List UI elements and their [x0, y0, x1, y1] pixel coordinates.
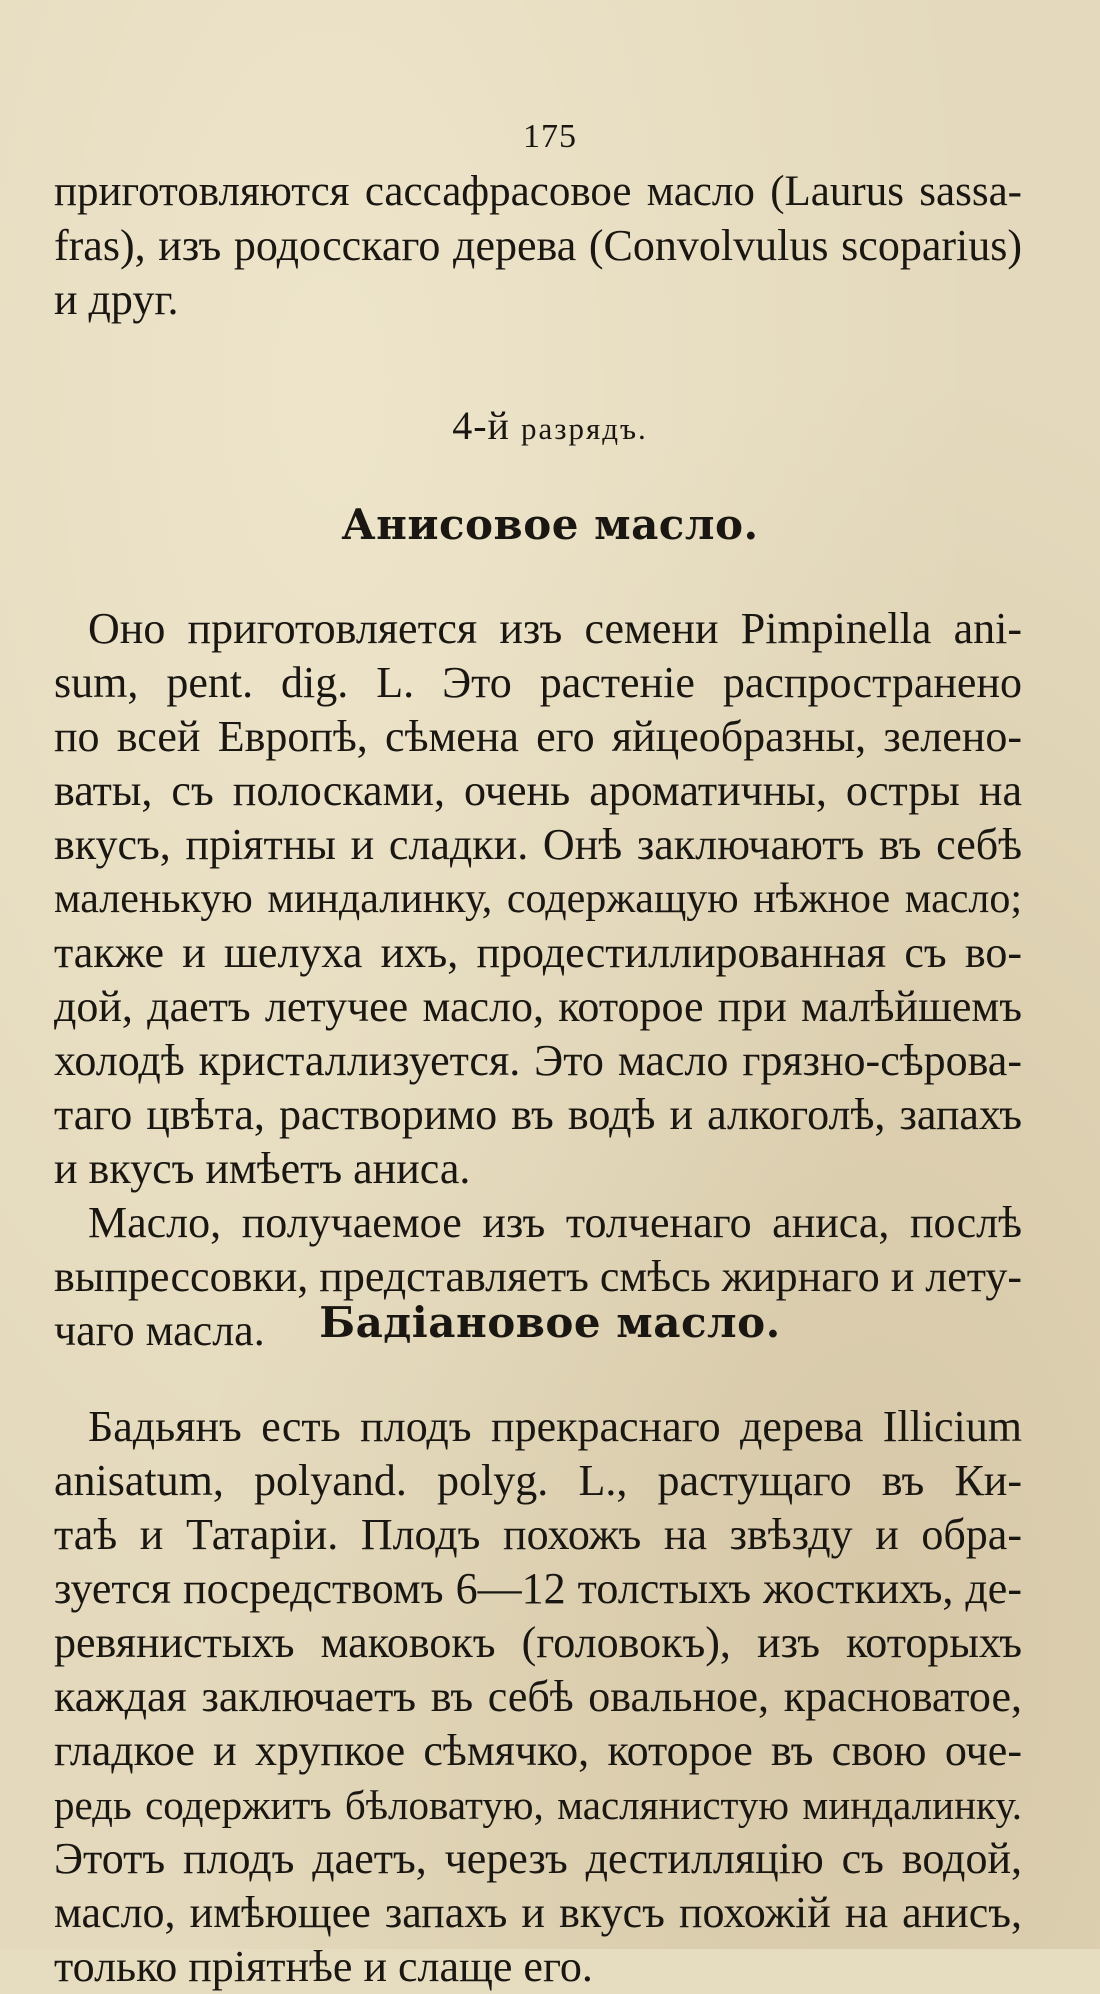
continuation-paragraph: [54, 165, 1022, 327]
section-label: разрядъ.: [520, 411, 648, 446]
text-line: по всей Европѣ, сѣмена его яйцеобразны, зелено-: [54, 712, 1022, 761]
text-line: Оно приготовляется изъ семени Pimpinella ani-: [88, 604, 1022, 653]
text-line: также и шелуха ихъ, продестиллированная съ во-: [54, 928, 1022, 977]
section-heading: [0, 402, 1100, 449]
text-line: Бадьянъ есть плодъ прекраснаго дерева Illicium: [88, 1402, 1022, 1451]
badian-paragraph: [54, 1400, 1022, 1994]
text-line: гладкое и хрупкое сѣмячко, которое въ свою оче-: [54, 1726, 1022, 1775]
text-line: таѣ и Татаріи. Плодъ похожъ на звѣзду и обра-: [54, 1510, 1022, 1559]
anise-title: Анисовое масло.: [341, 500, 759, 549]
anise-paragraph: [54, 602, 1022, 1358]
text-line: вкусъ, пріятны и сладки. Онѣ заключаютъ въ себѣ: [54, 820, 1022, 869]
text-line: маленькую миндалинку, содержащую нѣжное масло;: [54, 876, 1022, 922]
section-number: 4-й: [452, 403, 510, 448]
text-line: и вкусъ имѣетъ аниса.: [54, 1144, 471, 1193]
text-line: Этотъ плодъ даетъ, черезъ дестилляцію съ водой,: [54, 1834, 1022, 1883]
text-line: холодѣ кристаллизуется. Это масло грязно-сѣрова-: [54, 1036, 1022, 1085]
text-line: sum, pent. dig. L. Это растеніе распространено: [54, 658, 1022, 707]
text-line: только пріятнѣе и слаще его.: [54, 1942, 593, 1991]
text-line: редь содержитъ бѣловатую, маслянистую миндалинку.: [54, 1782, 1022, 1828]
text-line: каждая заключаетъ въ себѣ овальное, красноватое,: [54, 1672, 1022, 1721]
text-line: Масло, получаемое изъ толченаго аниса, послѣ: [88, 1198, 1022, 1247]
text-line: ревянистыхъ маковокъ (головокъ), изъ которыхъ: [54, 1618, 1022, 1667]
text-line: приготовляются сассафрасовое масло (Laurus sassa-: [54, 168, 1022, 215]
text-line: anisatum, polyand. polyg. L., растущаго въ Ки-: [54, 1456, 1022, 1505]
text-line: дой, даетъ летучее масло, которое при малѣйшемъ: [54, 982, 1022, 1031]
badian-title: Бадіановое масло.: [319, 1298, 781, 1347]
text-line: ваты, съ полосками, очень ароматичны, остры на: [54, 766, 1022, 815]
text-line: чаго масла.: [54, 1306, 265, 1355]
text-line: масло, имѣющее запахъ и вкусъ похожій на анисъ,: [54, 1888, 1022, 1937]
text-line: fras), изъ родосскаго дерева (Convolvulus scoparius): [54, 221, 1022, 270]
text-line: зуется посредствомъ 6—12 толстыхъ жосткихъ, де-: [54, 1564, 1022, 1613]
text-line: таго цвѣта, растворимо въ водѣ и алкоголѣ, запахъ: [54, 1090, 1022, 1139]
page-number: 175: [523, 118, 577, 155]
text-line: выпрессовки, представляетъ смѣсь жирнаго и лету-: [54, 1252, 1022, 1301]
text-line: и друг.: [54, 275, 179, 324]
